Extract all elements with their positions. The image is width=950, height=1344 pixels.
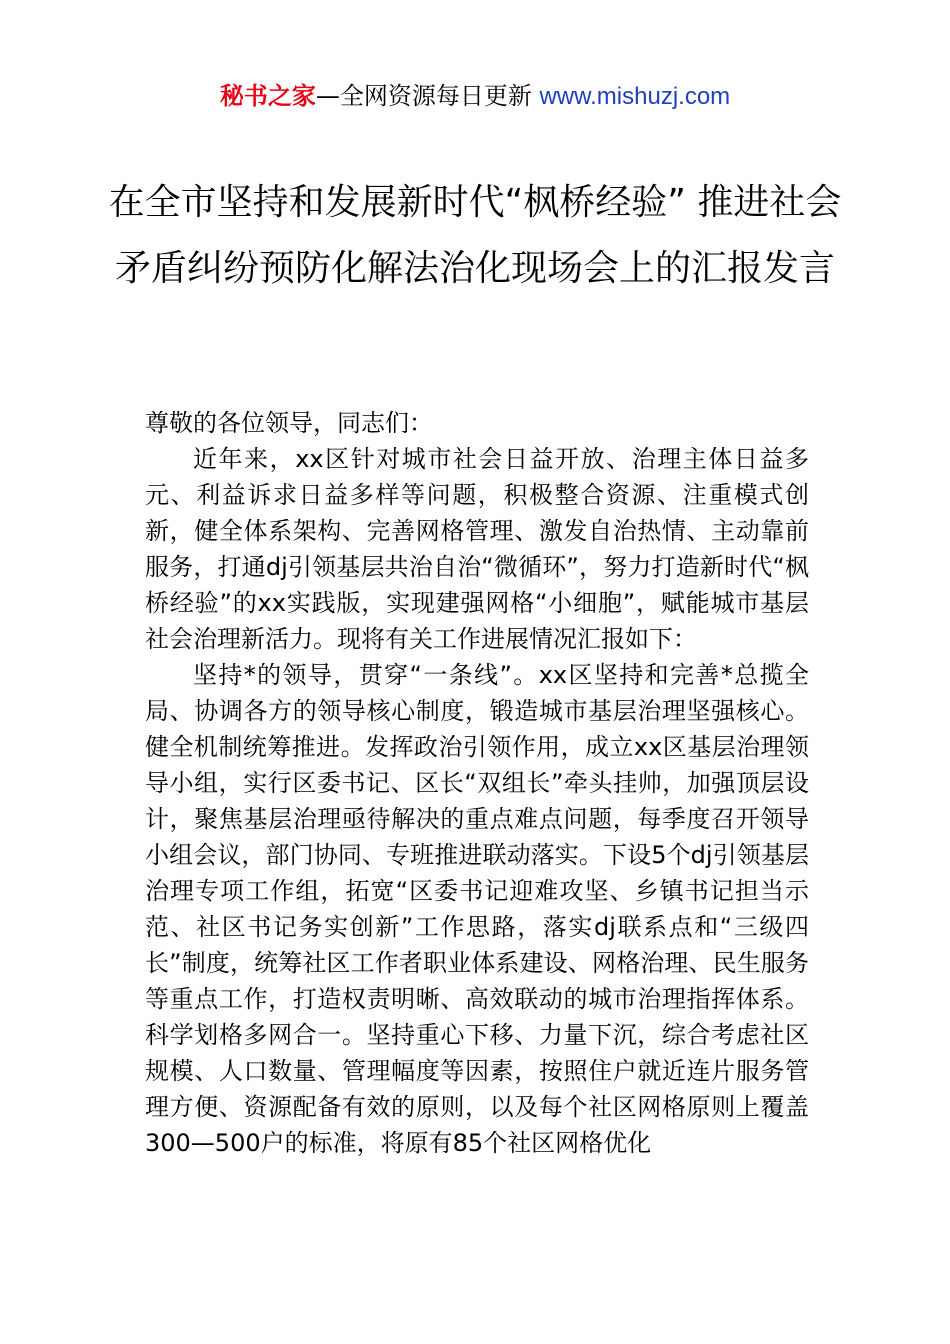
site-url-link[interactable]: www.mishuzj.com	[539, 83, 731, 110]
brand-name: 秘书之家	[219, 82, 316, 110]
salutation: 尊敬的各位领导，同志们：	[145, 409, 433, 437]
paragraph-leadership: 坚持*的领导，贯穿“一条线”。xx区坚持和完善*总揽全局、协调各方的领导核心制度，锻造城市基层治理坚强核心。健全机制统筹推进。发挥政治引领作用，成立xx区基层治理领导小组，实行区委书记、区长“双组长”牵头挂帅，加强顶层设计，聚焦基层治理亟待解决的重点难点问题，每季度召开领导小组会议，部门协同、专班推进联动落实。下设5个dj引领基层治理专项工作组，拓宽“区委书记迎难攻坚、乡镇书记担当示范、社区书记务实创新”工作思路，落实dj联系点和“三级四长”制度，统筹社区工作者职业体系建设、网格治理、民生服务等重点工作，打造权责明晰、高效联动的城市治理指挥体系。科学划格多网合一。坚持重心下移、力量下沉，综合考虑社区规模、人口数量、管理幅度等因素，按照住户就近连片服务管理方便、资源配备有效的原则，以及每个社区网格原则上覆盖300—500户的标准，将原有85个社区网格优化	[145, 661, 809, 1157]
document-title: 在全市坚持和发展新时代“枫桥经验” 推进社会矛盾纠纷预防化解法治化现场会上的汇报发言	[108, 182, 842, 289]
site-tagline: —全网资源每日更新	[315, 82, 532, 110]
site-header	[0, 80, 950, 113]
paragraph-intro: 近年来，xx区针对城市社会日益开放、治理主体日益多元、利益诉求日益多样等问题，积极整合资源、注重模式创新，健全体系架构、完善网格管理、激发自治热情、主动靠前服务，打通dj引领基层共治自治“微循环”，努力打造新时代“枫桥经验”的xx实践版，实现建强网格“小细胞”，赋能城市基层社会治理新活力。现将有关工作进展情况汇报如下：	[145, 445, 809, 653]
document-body	[145, 405, 809, 1161]
